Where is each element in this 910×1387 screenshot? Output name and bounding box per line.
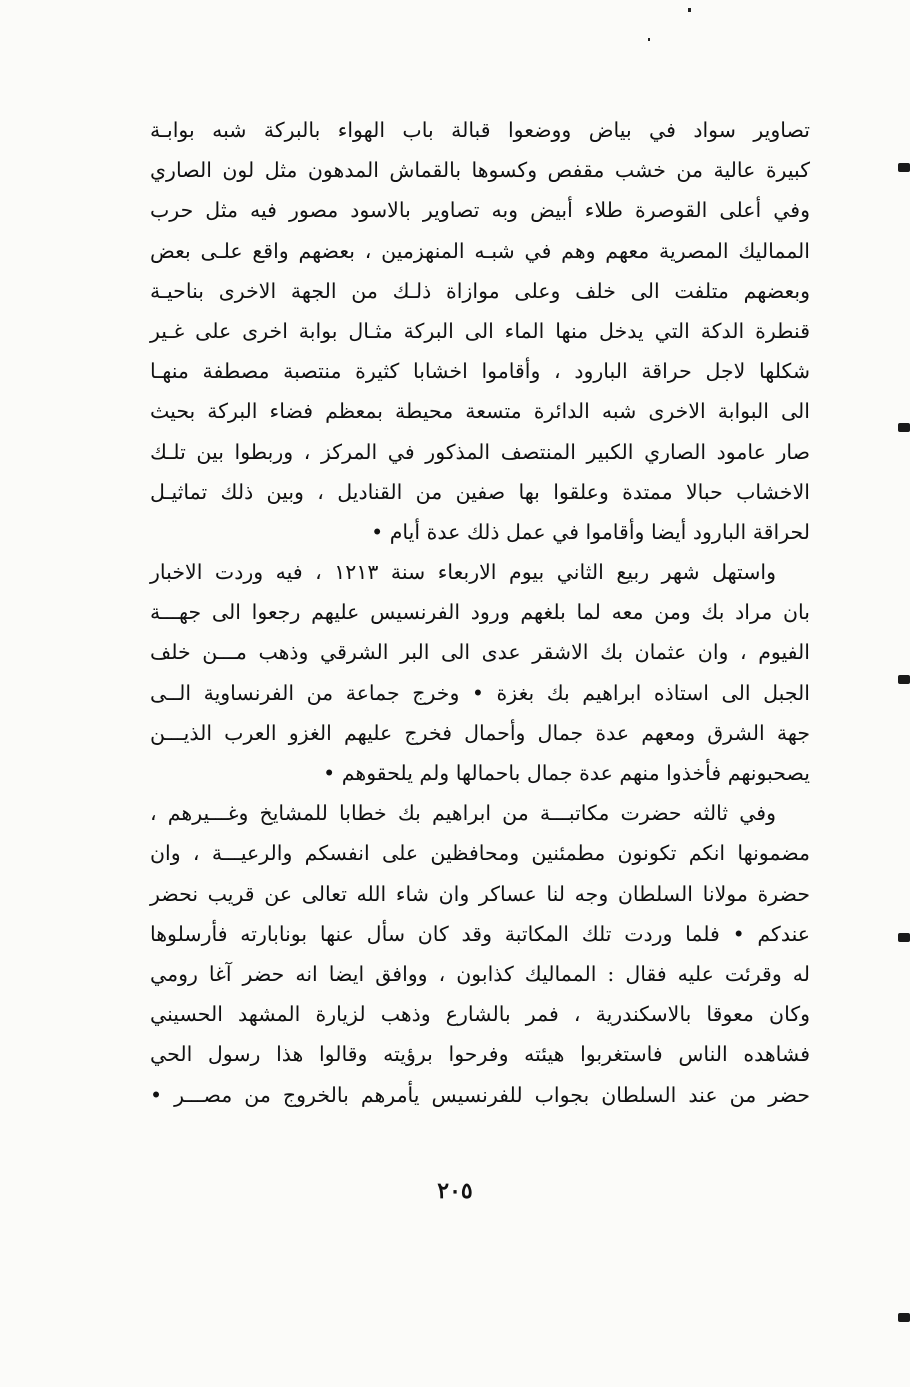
text-line: الى البوابة الاخرى شبه الدائرة متسعة محيطة بمعظم فضاء البركة بحيث <box>150 399 810 424</box>
text-line: صار عامود الصاري الكبير المنتصف المذكور في المركز ، وربطوا بين تلـك <box>150 439 810 464</box>
text-line: مضمونها انكم تكونون مطمئنين ومحافظين على انفسكم والرعيـــة ، وان <box>150 841 810 866</box>
text-line: وكان معوقا بالاسكندرية ، فمر بالشارع وذهب لزيارة المشهد الحسيني <box>150 1002 810 1027</box>
margin-mark <box>898 675 910 684</box>
text-line: يصحبونهم فأخذوا منهم عدة جمال باحمالها ولم يلحقوهم • <box>323 761 810 785</box>
text-line: الجبل الى استاذه ابراهيم بك بغزة • وخرج جماعة من الفرنساوية الــى <box>150 680 810 705</box>
text-line: تصاوير سواد في بياض ووضعوا قبالة باب الهواء بالبركة شبه بوابـة <box>150 118 810 142</box>
text-line: وفي أعلى القوصرة طلاء أبيض وبه تصاوير بالاسود مصور فيه مثل حرب <box>150 198 810 223</box>
text-line: له وقرئت عليه فقال : المماليك كذابون ، ووافق ايضا انه حضر آغا رومي <box>150 961 810 986</box>
margin-mark <box>898 1313 910 1322</box>
text-line: بان مراد بك ومن معه لما بلغهم ورود الفرنسيس عليهم رجعوا الى جهـــة <box>150 600 810 625</box>
text-line: حضرة مولانا السلطان وجه لنا عساكر وان شاء الله تعالى عن قريب نحضر <box>150 881 810 906</box>
text-line: قنطرة الدكة التي يدخل منها الماء الى البركة مثـال بوابة اخرى على غـير <box>150 318 810 343</box>
body-text <box>150 110 810 1115</box>
text-line: لحراقة البارود أيضا وأقاموا في عمل ذلك عدة أيام • <box>371 519 810 544</box>
text-line: وفي ثالثه حضرت مكاتبـــة من ابراهيم بك خطابا للمشايخ وغـــيرهم ، <box>150 801 776 826</box>
text-line: الفيوم ، وان عثمان بك الاشقر عدى الى البر الشرقي وذهب مـــن خلف <box>150 640 810 665</box>
text-line: شكلها لاجل حراقة البارود ، وأقاموا اخشابا كثيرة منتصبة مصطفة منهـا <box>150 359 810 384</box>
margin-mark <box>898 423 910 432</box>
page-number: ٢٠٥ <box>437 1178 473 1204</box>
text-line: واستهل شهر ربيع الثاني بيوم الاربعاء سنة ١٢١٣ ، فيه وردت الاخبار <box>150 560 777 585</box>
text-line: عندكم • فلما وردت تلك المكاتبة وقد كان سأل عنها بونابارته فأرسلوها <box>150 921 810 946</box>
text-line: جهة الشرق ومعهم عدة جمال وأحمال فخرج عليهم الغزو العرب الذيـــن <box>150 720 810 745</box>
scan-speck <box>648 38 650 41</box>
margin-mark <box>898 933 910 942</box>
margin-mark <box>898 163 910 172</box>
text-line: فشاهده الناس فاستغربوا هيئته وفرحوا برؤيته وقالوا هذا رسول الحي <box>150 1042 810 1067</box>
text-line: المماليك المصرية معهم وهم في شبـه المنهزمين ، بعضهم واقع علـى بعض <box>150 238 810 263</box>
text-line: حضر من عند السلطان بجواب للفرنسيس يأمرهم بالخروج من مصـــر • <box>150 1082 810 1107</box>
text-line: الاخشاب حبالا ممتدة وعلقوا بها صفين من القناديل ، وبين ذلك تماثيـل <box>150 479 810 504</box>
text-line: كبيرة عالية من خشب مقفص وكسوها بالقماش المدهون مثل لون الصاري <box>150 158 810 183</box>
text-line: وبعضهم متلفت الى خلف وعلى موازاة ذلـك من الجهة الاخرى بناحيـة <box>150 278 810 303</box>
scan-speck <box>688 8 691 12</box>
